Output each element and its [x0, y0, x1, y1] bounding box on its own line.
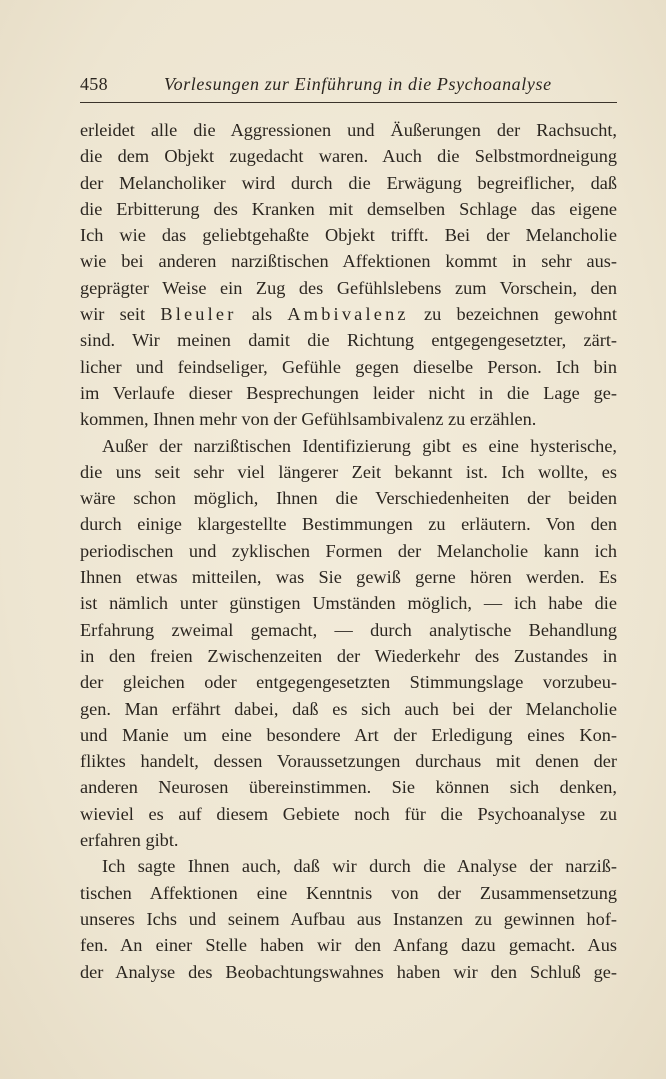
text-line: durch einige klargestellte Bestimmungen zu erläutern. Von den: [80, 514, 617, 535]
text-line: wieviel es auf diesem Gebiete noch für die Psychoanalyse zu: [80, 803, 617, 824]
term-ambivalenz: Ambivalenz: [287, 304, 409, 325]
text-line: fen. An einer Stelle haben wir den Anfang dazu gemacht. Aus: [80, 935, 617, 956]
text-line: die uns seit sehr viel längerer Zeit bekannt ist. Ich wollte, es: [80, 461, 617, 482]
text-line: tischen Affektionen eine Kenntnis von der Zusammensetzung: [80, 882, 617, 903]
text-line: fliktes handelt, dessen Voraussetzungen durchaus mit denen der: [80, 751, 617, 772]
text-line: gen. Man erfährt dabei, daß es sich auch bei der Melancholie: [80, 698, 617, 719]
running-title: Vorlesungen zur Einführung in die Psychoanalyse: [164, 74, 552, 94]
text-fragment: als: [236, 304, 288, 325]
text-line: wäre schon möglich, Ihnen die Verschiedenheiten der beiden: [80, 488, 617, 509]
text-line: Außer der narzißtischen Identifizierung gibt es eine hysterische,: [102, 435, 617, 456]
name-bleuler: Bleuler: [160, 304, 237, 325]
text-line: sind. Wir meinen damit die Richtung entgegengesetzter, zärt-: [80, 330, 617, 351]
text-fragment: wir seit: [80, 304, 161, 325]
text-line: geprägter Weise ein Zug des Gefühlslebens zum Vorschein, den: [80, 277, 617, 298]
text-line: die Erbitterung des Kranken mit demselben Schlage das eigene: [80, 198, 617, 219]
text-line: kommen, Ihnen mehr von der Gefühlsambivalenz zu erzählen.: [80, 409, 537, 430]
text-line: in den freien Zwischenzeiten der Wiederkehr des Zustandes in: [80, 645, 617, 666]
text-line: im Verlaufe dieser Besprechungen leider nicht in die Lage ge-: [80, 382, 617, 403]
text-line: Ich sagte Ihnen auch, daß wir durch die Analyse der narziß-: [102, 856, 617, 877]
text-line: der gleichen oder entgegengesetzten Stimmungslage vorzubeu-: [80, 672, 617, 693]
text-line: periodischen und zyklischen Formen der Melancholie kann ich: [80, 540, 617, 561]
header-rule: [80, 102, 617, 103]
page-header: [80, 74, 617, 100]
page-number: 458: [80, 74, 108, 94]
text-line: wie bei anderen narzißtischen Affektionen kommt in sehr aus-: [80, 251, 617, 272]
text-line: licher und feindseliger, Gefühle gegen dieselbe Person. Ich bin: [80, 356, 617, 377]
text-line: Ihnen etwas mitteilen, was Sie gewiß gerne hören werden. Es: [80, 567, 617, 588]
text-line: Ich wie das geliebtgehaßte Objekt trifft. Bei der Melancholie: [80, 225, 617, 246]
text-line: unseres Ichs und seinem Aufbau aus Instanzen zu gewinnen hof-: [80, 908, 617, 929]
text-line: anderen Neurosen übereinstimmen. Sie können sich denken,: [80, 777, 617, 798]
text-line: Erfahrung zweimal gemacht, — durch analytische Behandlung: [80, 619, 617, 640]
text-line: die dem Objekt zugedacht waren. Auch die Selbstmordneigung: [80, 146, 617, 167]
text-line: ist nämlich unter günstigen Umständen möglich, — ich habe die: [80, 593, 617, 614]
text-line: der Analyse des Beobachtungswahnes haben wir den Schluß ge-: [80, 961, 617, 982]
text-line: erleidet alle die Aggressionen und Äußerungen der Rachsucht,: [80, 120, 617, 140]
text-fragment: zu bezeichnen gewohnt: [408, 304, 617, 325]
text-line-names: [80, 301, 617, 327]
text-line: erfahren gibt.: [80, 830, 179, 851]
text-line: der Melancholiker wird durch die Erwägung begreiflicher, daß: [80, 172, 617, 193]
body-text: [80, 117, 617, 985]
text-line: und Manie um eine besondere Art der Erledigung eines Kon-: [80, 724, 617, 745]
